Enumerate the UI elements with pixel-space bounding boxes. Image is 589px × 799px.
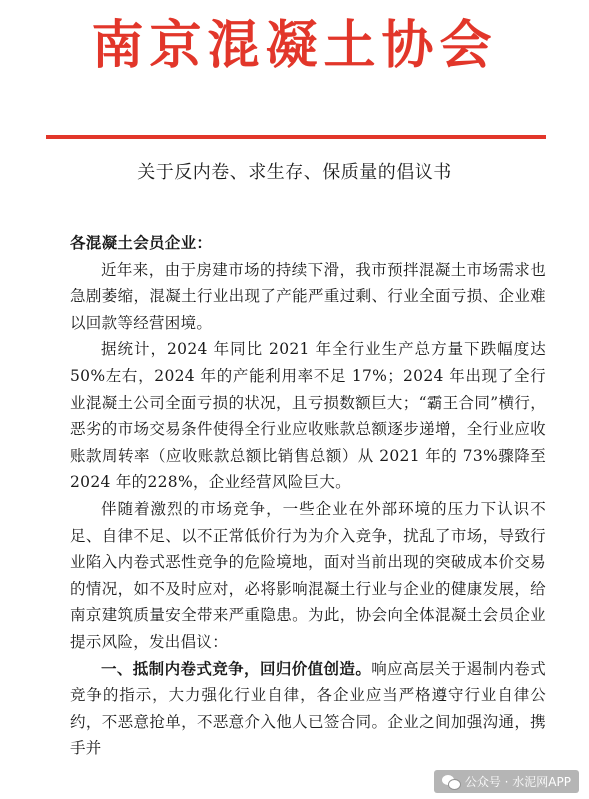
watermark-text: 公众号 · 水泥网APP	[464, 775, 571, 789]
paragraph-4	[70, 656, 546, 762]
wechat-icon	[442, 775, 460, 789]
paragraph-text: 据统计，2024 年同比 2021 年全行业生产总方量下跌幅度达 50%左右，2024 年的产能利用率不足 17%；2024 年出现了全行业混凝土公司全面亏损的状况，且亏损数额巨大；“霸王合同”横行，恶劣的市场交易条件使得全行业应收账款总额逐步递增，全行业应收账款周转率（应收账款总额比销售总额）从 2021 年的 73%骤降至 2024 年的228%，企业经营风险巨大。	[70, 340, 546, 492]
paragraph-1	[70, 257, 546, 337]
paragraph-text: 伴随着激烈的市场竞争，一些企业在外部环境的压力下认识不足、自律不足、以不正常低价行为为介入竞争，扰乱了市场，导致行业陷入内卷式恶性竞争的危险境地，面对当前出现的突破成本价交易的情况，如不及时应对，必将影响混凝土行业与企业的健康发展，给南京建筑质量安全带来严重隐患。为此，协会向全体混凝土会员企业提示风险，发出倡议：	[70, 499, 546, 651]
paragraph-text: 响应高层关于遏制内卷式竞争的指示，大力强化行业自律，各企业应当严格遵守行业自律公约，不恶意抢单，不恶意介入他人已签合同。企业之间加强沟通，携手并	[70, 659, 546, 758]
salutation: 各混凝土会员企业：	[70, 233, 213, 252]
letterhead-divider	[46, 135, 546, 139]
letterhead	[0, 0, 589, 150]
document-body	[70, 230, 546, 762]
paragraph-text: 近年来，由于房建市场的持续下滑，我市预拌混凝土市场需求也急剧萎缩，混凝土行业出现了产能严重过剩、行业全面亏损、企业难以回款等经营困境。	[70, 260, 546, 332]
org-name: 南京混凝土协会	[91, 16, 498, 76]
paragraph-lead: 一、抵制内卷式竞争，回归价值创造。	[101, 658, 372, 678]
paragraph-2	[70, 336, 546, 496]
document-title: 关于反内卷、求生存、保质量的倡议书	[137, 162, 452, 183]
paragraph-3	[70, 496, 546, 656]
watermark	[434, 770, 579, 793]
